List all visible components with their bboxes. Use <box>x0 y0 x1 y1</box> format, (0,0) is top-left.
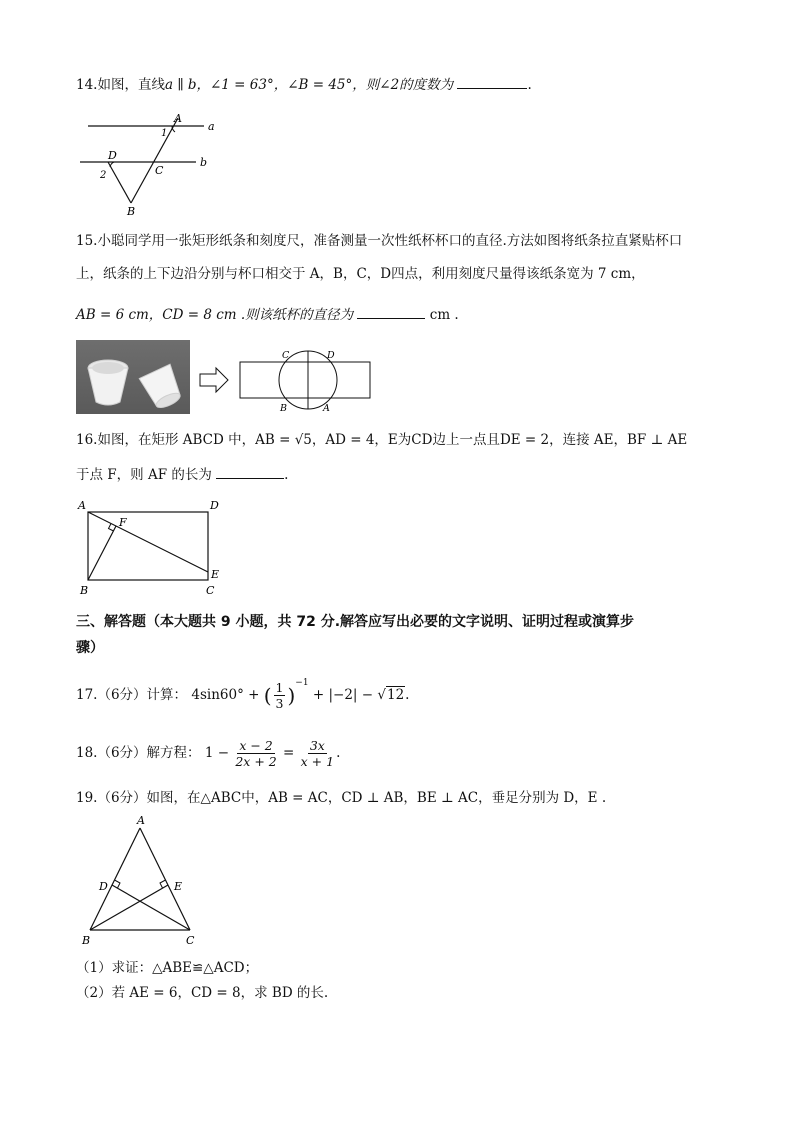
q14-end: . <box>527 77 532 93</box>
q18-line: 18.（6分）解方程： 1 − $\frac{x - 2}{2x + 2}$ = $\frac{3x}{x + 1}$ . <box>76 738 341 769</box>
label-F: F <box>119 516 127 529</box>
segment-bd <box>108 162 131 203</box>
q14-text <box>76 76 532 93</box>
q18-prefix: 18.（6分）解方程： <box>76 745 201 761</box>
transversal-ab <box>131 118 178 203</box>
q14-figure <box>76 108 236 218</box>
paper-strip <box>240 362 370 398</box>
q18-fraction-right: $\frac{3x}{x + 1}$ <box>300 738 335 769</box>
q19-line1: 19.（6分）如图，在△ABC中，AB = AC，CD ⊥ AB，BE ⊥ AC，垂足分别为 D，E . <box>76 790 607 806</box>
q15-line2: 上，纸条的上下边沿分别与杯口相交于 A，B，C，D四点，利用刻度尺量得该纸条宽为 7 cm， <box>76 266 645 282</box>
section3-heading-line2: 骤） <box>76 640 104 656</box>
label-b: b <box>200 156 208 169</box>
q17-exponent: −1 <box>295 678 309 688</box>
q18-fraction-left: $\frac{x - 2}{2x + 2}$ <box>235 738 277 769</box>
angle-2-arc <box>110 162 114 167</box>
q17-line: 17.（6分）计算： 4sin60° + ( $\frac{1}{3}$ )$^{-1}$ + |−2| − √12. <box>76 678 410 711</box>
label-D: D <box>99 880 108 893</box>
label-D: D <box>327 350 335 361</box>
label-E: E <box>211 568 220 581</box>
q15-line3-b: cm . <box>429 307 459 323</box>
label-E: E <box>174 880 183 893</box>
q19-part1: （1）求证：△ABE≌△ACD； <box>76 960 259 976</box>
side-ab <box>90 828 140 930</box>
q16-figure <box>76 496 236 600</box>
label-a: a <box>208 120 215 133</box>
section3-heading-line1: 三、解答题（本大题共 9 小题，共 72 分.解答应写出必要的文字说明、证明过程或演算步 <box>76 614 635 630</box>
q17-expr-b: + |−2| − <box>312 687 374 703</box>
label-C: C <box>186 934 195 947</box>
cup-photo <box>76 340 190 414</box>
q14-text-b: a ∥ b，∠1 = 63°，∠B = 45°，则∠2的度数为 <box>164 77 454 93</box>
q15-line3-a: AB = 6 cm，CD = 8 cm .则该纸杯的直径为 <box>76 307 354 323</box>
segment-bf <box>88 526 116 580</box>
q17-sqrt: 12 <box>386 687 405 703</box>
q16-line2-a: 于点 F，则 AF 的长为 <box>76 467 212 483</box>
label-2: 2 <box>100 170 107 181</box>
label-B: B <box>82 934 91 947</box>
label-A: A <box>323 403 330 414</box>
side-ac <box>140 828 190 930</box>
q15-answer-blank[interactable] <box>357 306 425 319</box>
q16-line2 <box>76 466 288 483</box>
label-B: B <box>80 584 89 597</box>
q19-figure <box>76 814 216 950</box>
q15-figure <box>196 342 376 418</box>
segment-ae <box>88 512 208 572</box>
q15-line1: 15.小聪同学用一张矩形纸条和刻度尺，准备测量一次性纸杯杯口的直径.方法如图将纸条拉直紧贴杯口 <box>76 233 683 249</box>
q14-text-a: 14.如图，直线 <box>76 77 165 93</box>
label-A: A <box>174 112 182 125</box>
label-B: B <box>280 403 287 414</box>
label-C: C <box>282 350 290 361</box>
label-C: C <box>155 164 164 177</box>
label-1: 1 <box>161 128 168 139</box>
label-D: D <box>108 149 117 162</box>
label-A: A <box>78 499 86 512</box>
q14-answer-blank[interactable] <box>457 76 527 89</box>
q17-prefix: 17.（6分）计算： <box>76 687 188 703</box>
q19-part2: （2）若 AE = 6，CD = 8，求 BD 的长. <box>76 985 329 1001</box>
arrow-icon <box>200 368 228 392</box>
q16-line1: 16.如图，在矩形 ABCD 中，AB = √5，AD = 4，E为CD边上一点且DE = 2，连接 AE，BF ⊥ AE <box>76 432 688 448</box>
label-B: B <box>127 205 136 218</box>
q16-line2-b: . <box>284 467 289 483</box>
q17-fraction: $\frac{1}{3}$ <box>275 680 284 711</box>
label-A: A <box>137 814 145 827</box>
q17-expr-a: 4sin60° + <box>191 687 260 703</box>
label-C: C <box>206 584 215 597</box>
label-D: D <box>210 499 219 512</box>
q15-line3 <box>76 306 459 323</box>
cups-illustration <box>76 340 190 414</box>
q16-answer-blank[interactable] <box>216 466 284 479</box>
